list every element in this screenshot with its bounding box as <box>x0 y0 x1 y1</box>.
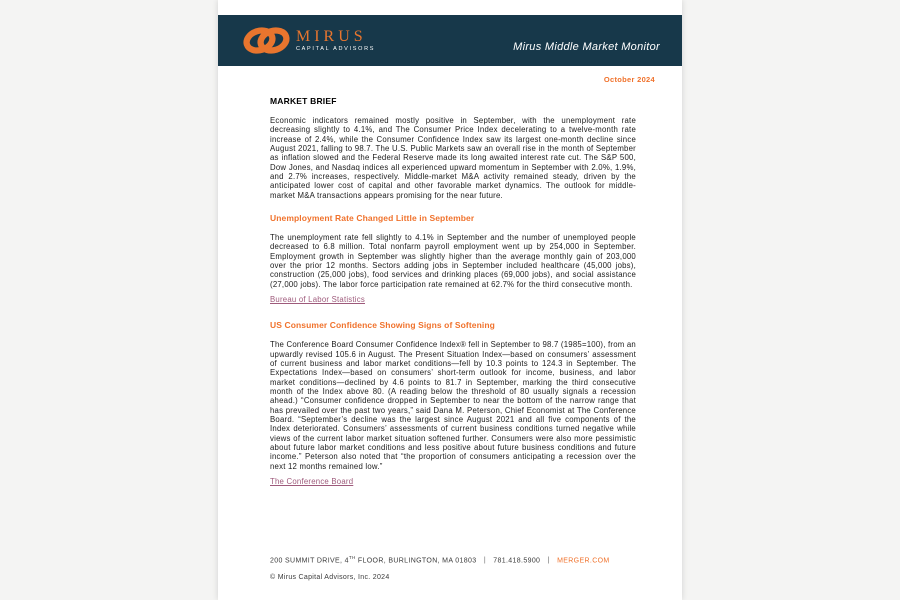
section-paragraph: The unemployment rate fell slightly to 4.1% in September and the number of unemployed people decreased to 6.8 million. Total nonfarm payroll employment went up by 254,000 in September. Employment growth in September was slightly higher than the average monthly gain of 203,000 over the prior 12 months. Sectors adding jobs in September included healthcare (45,000 jobs), construction (25,000 jobs), food services and drinking places (69,000 jobs), and social assistance (27,000 jobs). The labor force participation rate remained at 62.7% for the third consecutive month. <box>270 233 636 289</box>
section-paragraph: Economic indicators remained mostly positive in September, with the unemployment rate decreasing slightly to 4.1%, and The Consumer Price Index decelerating to a twelve-month rate increase of 2.4%, while the Consumer Confidence Index saw its largest one-month decline since August 2021, falling to 98.7. The U.S. Public Markets saw an overall rise in the month of September as inflation slowed and the Federal Reserve made its long awaited interest rate cut. The S&P 500, Dow Jones, and Nasdaq indices all experienced upward momentum in September with 2.0%, 1.9%, and 2.7% increases, respectively. Middle-market M&A activity remained steady, driven by the anticipated lower cost of capital and other favorable market dynamics. The outlook for middle-market M&A transactions appears promising for the near future. <box>270 116 636 200</box>
section-heading-consumer-confidence: US Consumer Confidence Showing Signs of Softening <box>270 320 495 331</box>
mirus-logo <box>242 24 375 57</box>
phone-number: 781.418.5900 <box>493 557 541 565</box>
separator: | <box>483 557 486 565</box>
website-link[interactable]: MERGER.COM <box>557 557 610 565</box>
article-body <box>218 96 682 489</box>
section-consumer-confidence <box>270 320 636 489</box>
section-heading-market-brief: MARKET BRIEF <box>270 96 337 106</box>
copyright-notice: © Mirus Capital Advisors, Inc. 2024 <box>270 574 390 582</box>
bls-source-link[interactable]: Bureau of Labor Statistics <box>270 295 365 305</box>
conference-board-source-link[interactable]: The Conference Board <box>270 476 354 486</box>
city-state-zip: FLOOR, BURLINGTON, MA 01803 <box>355 557 477 565</box>
section-unemployment <box>270 213 636 307</box>
issue-date: October 2024 <box>603 75 655 84</box>
separator: | <box>547 557 550 565</box>
masthead <box>218 15 682 66</box>
ordinal-suffix: TH <box>348 555 356 560</box>
newsletter-title: Mirus Middle Market Monitor <box>513 40 660 53</box>
contact-line <box>270 555 636 564</box>
document-page <box>218 0 682 600</box>
interlocking-rings-icon <box>242 24 292 57</box>
logo-wordmark: MIRUS <box>296 28 367 45</box>
section-market-brief <box>270 96 636 200</box>
section-paragraph: The Conference Board Consumer Confidence Index® fell in September to 98.7 (1985=100), from an upwardly revised 105.6 in August. The Present Situation Index—based on consumers’ assessment of current business and labor market conditions—fell by 10.3 points to 124.3 in September. The Expectations Index—based on consumers’ short-term outlook for income, business, and labor market conditions—declined by 4.6 points to 81.7 in September, marking the third consecutive month of the Index above 80. (A reading below the threshold of 80 usually signals a recession ahead.) “Consumer confidence dropped in September to near the bottom of the narrow range that has prevailed over the past two years,” said Dana M. Peterson, Chief Economist at The Conference Board. “September’s decline was the largest since August 2021 and all five components of the Index deteriorated. Consumers’ assessments of current business conditions turned negative while views of the current labor market situation softened further. Consumers were also more pessimistic about future labor market conditions and less positive about future business conditions and future income.” Peterson also noted that “the proportion of consumers anticipating a recession over the next 12 months remained low.” <box>270 340 636 471</box>
section-heading-unemployment: Unemployment Rate Changed Little in September <box>270 213 475 224</box>
page-footer <box>270 555 636 581</box>
logo-text <box>296 29 375 52</box>
street-address: 200 SUMMIT DRIVE, 4 <box>270 557 349 565</box>
logo-tagline: CAPITAL ADVISORS <box>296 46 376 52</box>
